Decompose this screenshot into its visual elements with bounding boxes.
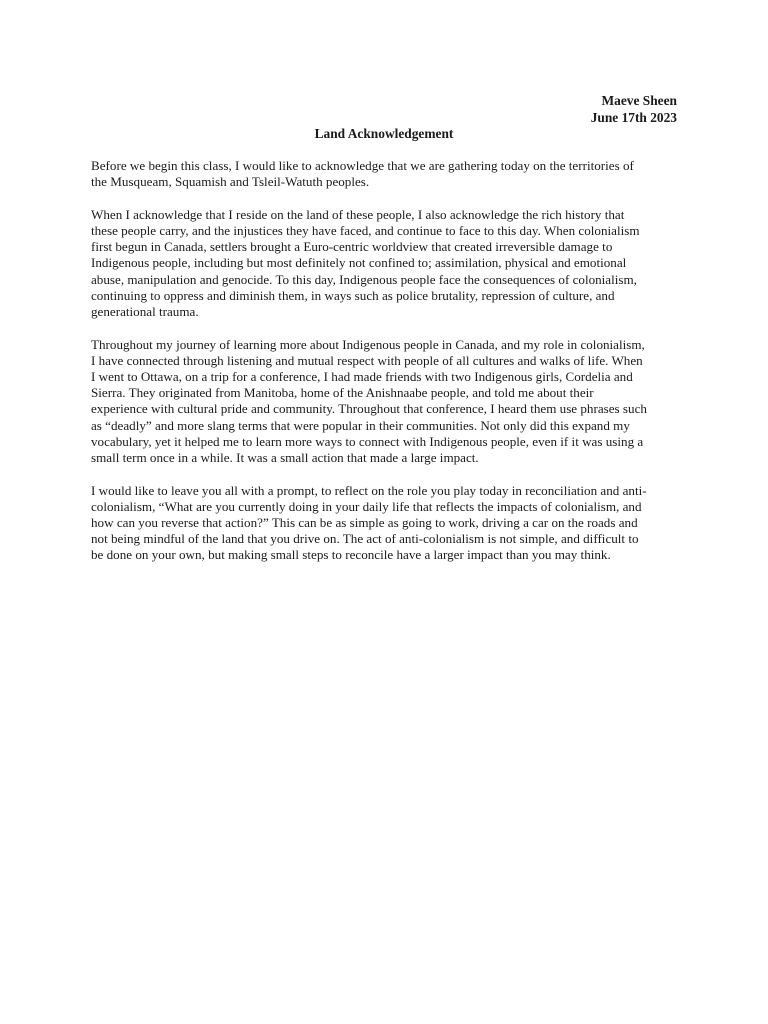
- text-line: vocabulary, yet it helped me to learn more ways to connect with Indigenous people, even if it was using a: [91, 433, 644, 449]
- text-line: experience with cultural pride and community. Throughout that conference, I heard them use phrases such: [91, 401, 647, 417]
- text-line: as “deadly” and more slang terms that were popular in their communities. Not only did this expand my: [91, 417, 630, 433]
- document-date: June 17th 2023: [590, 109, 677, 125]
- document-title: Land Acknowledgement: [314, 126, 454, 141]
- paragraph-journey: [91, 337, 681, 467]
- text-line: Before we begin this class, I would like to acknowledge that we are gathering today on the territories of: [91, 158, 634, 173]
- text-line: generational trauma.: [91, 304, 199, 320]
- document-header: [591, 93, 677, 126]
- text-line: When I acknowledge that I reside on the land of these people, I also acknowledge the rich history that: [91, 206, 625, 222]
- text-line: small term once in a while. It was a small action that made a large impact.: [91, 450, 479, 466]
- text-line: Indigenous people, including but most definitely not confined to; assimilation, physical and emotional: [91, 255, 627, 271]
- text-line: Sierra. They originated from Manitoba, home of the Anishnaabe people, and told me about their: [91, 385, 594, 401]
- text-line: I would like to leave you all with a prompt, to reflect on the role you play today in reconciliation and anti-: [91, 482, 647, 498]
- text-line: the Musqueam, Squamish and Tsleil-Watuth peoples.: [91, 174, 370, 190]
- paragraph-prompt: [91, 483, 681, 564]
- text-line: Throughout my journey of learning more about Indigenous people in Canada, and my role in colonialism,: [91, 336, 645, 352]
- paragraph-intro: [91, 158, 681, 190]
- text-line: these people carry, and the injustices they have faced, and continue to face to this day. When colonialism: [91, 223, 640, 238]
- author-name: Maeve Sheen: [601, 93, 677, 108]
- text-line: not being mindful of the land that you drive on. The act of anti-colonialism is not simple, and difficult to: [91, 531, 639, 547]
- text-line: first begun in Canada, settlers brought a Euro-centric worldview that created irreversible damage to: [91, 239, 613, 255]
- text-line: abuse, manipulation and genocide. To this day, Indigenous people face the consequences of colonialism,: [91, 271, 637, 287]
- text-line: I have connected through listening and mutual respect with people of all cultures and walks of life. When: [91, 352, 643, 368]
- text-line: continuing to oppress and diminish them, in ways such as police brutality, repression of culture, and: [91, 287, 615, 303]
- text-line: colonialism, “What are you currently doing in your daily life that reflects the impacts of colonialism, and: [91, 498, 642, 514]
- document-body: [91, 158, 681, 580]
- text-line: be done on your own, but making small steps to reconcile have a larger impact than you may think.: [91, 547, 611, 563]
- text-line: how can you reverse that action?” This can be as simple as going to work, driving a car on the roads and: [91, 515, 638, 531]
- text-line: I went to Ottawa, on a trip for a conference, I had made friends with two Indigenous girls, Cordelia and: [91, 369, 633, 385]
- paragraph-history: [91, 207, 681, 320]
